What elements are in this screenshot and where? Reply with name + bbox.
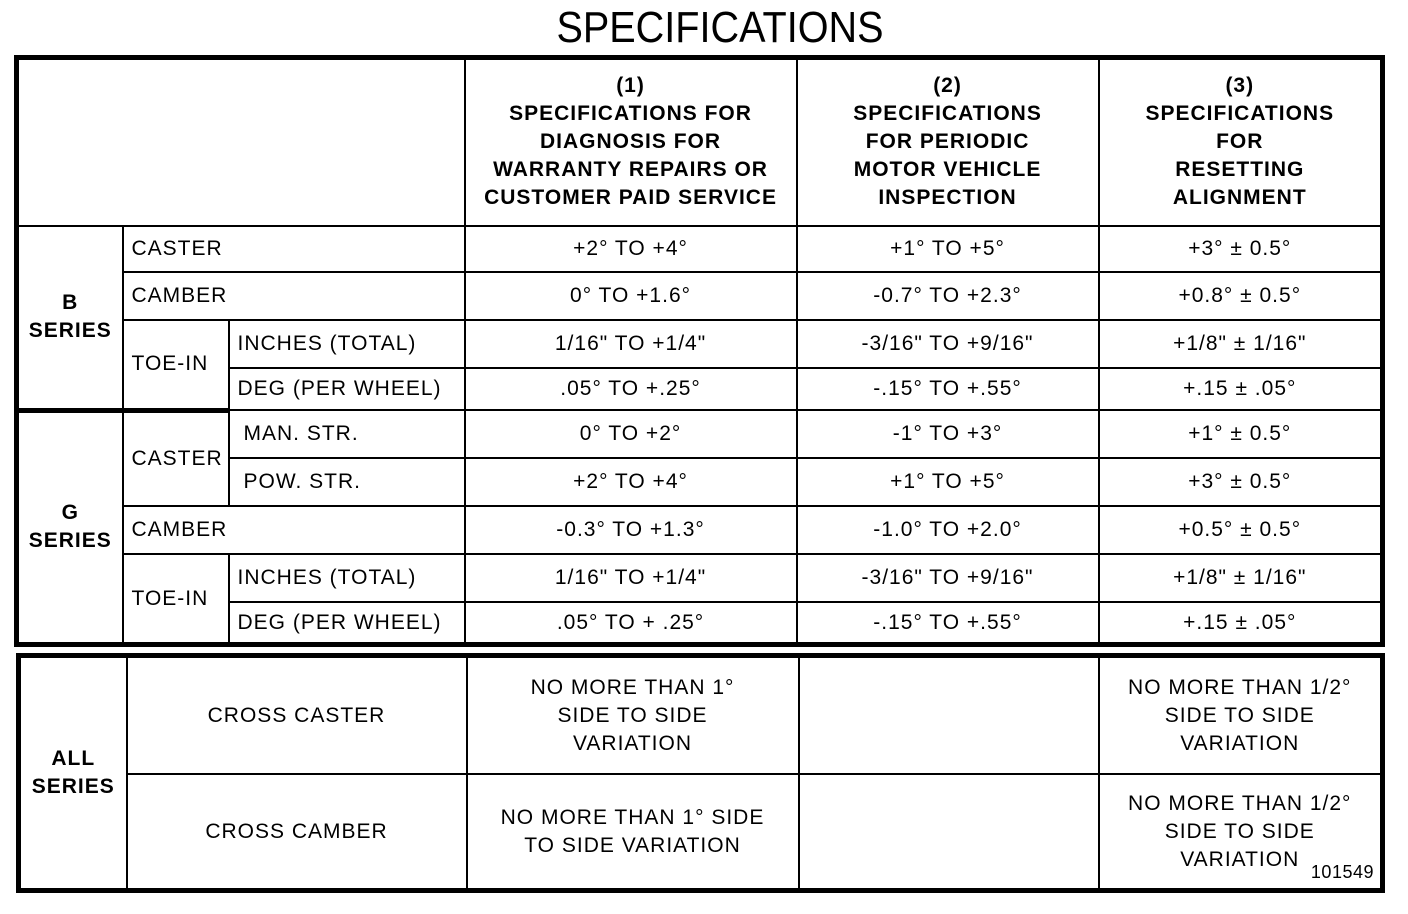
b-caster-spec-2: +1° TO +5° (797, 226, 1099, 272)
b-camber-spec-1: 0° TO +1.6° (465, 272, 797, 320)
cross-camber-spec-1-line: NO MORE THAN 1° SIDE (500, 805, 765, 829)
cross-camber-label: CROSS CAMBER (127, 774, 467, 890)
cross-caster-spec-2 (799, 656, 1099, 775)
cross-caster-spec-1-line: NO MORE THAN 1° (530, 675, 735, 699)
cross-caster-spec-3-line: SIDE TO SIDE (1164, 703, 1315, 727)
cross-caster-spec-3-line: VARIATION (1180, 731, 1300, 755)
g-caster-man-spec-1: 0° TO +2° (465, 410, 797, 458)
g-toe-in-inches-spec-3: +1/8" ± 1/16" (1099, 554, 1383, 602)
g-camber-label: CAMBER (123, 506, 465, 554)
header-col-1-line: CUSTOMER PAID SERVICE (484, 186, 777, 210)
b-toe-in-inches-spec-3: +1/8" ± 1/16" (1099, 320, 1383, 368)
g-series-label-line: G (61, 501, 79, 525)
g-camber-spec-1: -0.3° TO +1.3° (465, 506, 797, 554)
header-col-2-line: FOR PERIODIC (865, 130, 1030, 154)
g-caster-label: CASTER (123, 410, 229, 506)
b-toe-in-inches-spec-1: 1/16" TO +1/4" (465, 320, 797, 368)
header-col-1 (465, 58, 797, 226)
header-col-1-line: DIAGNOSIS FOR (540, 130, 722, 154)
b-camber-spec-3: +0.8° ± 0.5° (1099, 272, 1383, 320)
b-toe-in-deg-spec-1: .05° TO +.25° (465, 368, 797, 410)
cross-camber-spec-1 (467, 774, 799, 890)
g-caster-pow-spec-1: +2° TO +4° (465, 458, 797, 506)
header-col-1-line: SPECIFICATIONS FOR (509, 102, 752, 126)
g-series-label (17, 410, 123, 644)
g-toe-in-deg-spec-3: +.15 ± .05° (1099, 602, 1383, 644)
b-series-label-line: B (62, 291, 79, 315)
header-col-3-line: ALIGNMENT (1172, 186, 1307, 210)
g-toe-in-deg-spec-1: .05° TO + .25° (465, 602, 797, 644)
b-toe-in-deg-label: DEG (PER WHEEL) (229, 368, 465, 410)
g-caster-pow-label: POW. STR. (229, 458, 465, 506)
all-series-table (16, 653, 1385, 893)
header-blank-cell (17, 58, 465, 226)
cross-camber-spec-3 (1099, 774, 1383, 890)
b-caster-spec-1: +2° TO +4° (465, 226, 797, 272)
g-camber-spec-3: +0.5° ± 0.5° (1099, 506, 1383, 554)
b-caster-spec-3: +3° ± 0.5° (1099, 226, 1383, 272)
b-series-label-line: SERIES (28, 319, 112, 343)
g-toe-in-label: TOE-IN (123, 554, 229, 644)
g-caster-pow-spec-2: +1° TO +5° (797, 458, 1099, 506)
page-title: SPECIFICATIONS (556, 3, 884, 52)
all-series-label-line: ALL (51, 747, 96, 770)
header-col-3-number: (3) (1225, 74, 1255, 98)
g-toe-in-deg-label: DEG (PER WHEEL) (229, 602, 465, 644)
header-col-2-number: (2) (933, 74, 962, 98)
g-toe-in-inches-spec-2: -3/16" TO +9/16" (797, 554, 1099, 602)
header-col-3-line: RESETTING (1175, 158, 1305, 182)
specifications-table (14, 55, 1385, 647)
header-col-3 (1099, 58, 1383, 226)
g-caster-man-label: MAN. STR. (229, 410, 465, 458)
g-toe-in-inches-label: INCHES (TOTAL) (229, 554, 465, 602)
cross-camber-spec-2 (799, 774, 1099, 890)
g-series-label-line: SERIES (28, 529, 112, 553)
cross-caster-spec-3 (1099, 656, 1383, 775)
b-toe-in-deg-spec-2: -.15° TO +.55° (797, 368, 1099, 410)
header-col-2-line: SPECIFICATIONS (853, 102, 1042, 126)
g-caster-man-spec-3: +1° ± 0.5° (1099, 410, 1383, 458)
header-col-3-line: SPECIFICATIONS (1145, 102, 1335, 126)
b-camber-spec-2: -0.7° TO +2.3° (797, 272, 1099, 320)
g-caster-man-spec-2: -1° TO +3° (797, 410, 1099, 458)
b-toe-in-label: TOE-IN (123, 320, 229, 410)
cross-caster-label: CROSS CASTER (127, 656, 467, 775)
cross-camber-spec-1-line: TO SIDE VARIATION (524, 833, 741, 857)
cross-camber-spec-3-line: NO MORE THAN 1/2° (1128, 791, 1352, 815)
cross-caster-spec-1-line: VARIATION (572, 731, 693, 755)
figure-number: 101549 (1310, 862, 1374, 882)
header-col-1-line: WARRANTY REPAIRS OR (493, 158, 768, 182)
b-toe-in-inches-label: INCHES (TOTAL) (229, 320, 465, 368)
header-col-3-line: FOR (1216, 130, 1264, 154)
g-caster-pow-spec-3: +3° ± 0.5° (1099, 458, 1383, 506)
b-toe-in-deg-spec-3: +.15 ± .05° (1099, 368, 1383, 410)
header-col-1-number: (1) (616, 74, 645, 98)
all-series-label (19, 656, 127, 891)
b-caster-label: CASTER (123, 226, 465, 272)
header-col-2 (797, 58, 1099, 226)
g-camber-spec-2: -1.0° TO +2.0° (797, 506, 1099, 554)
cross-camber-spec-3-line: SIDE TO SIDE (1164, 819, 1315, 843)
header-col-2-line: INSPECTION (878, 186, 1017, 210)
b-toe-in-inches-spec-2: -3/16" TO +9/16" (797, 320, 1099, 368)
g-toe-in-deg-spec-2: -.15° TO +.55° (797, 602, 1099, 644)
g-toe-in-inches-spec-1: 1/16" TO +1/4" (465, 554, 797, 602)
header-col-2-line: MOTOR VEHICLE (853, 158, 1042, 182)
cross-caster-spec-1 (467, 656, 799, 775)
cross-caster-spec-3-line: NO MORE THAN 1/2° (1128, 675, 1352, 699)
b-series-label (17, 226, 123, 410)
b-camber-label: CAMBER (123, 272, 465, 320)
all-series-label-line: SERIES (31, 775, 115, 798)
cross-camber-spec-3-line: VARIATION (1180, 847, 1300, 871)
cross-caster-spec-1-line: SIDE TO SIDE (557, 703, 708, 727)
